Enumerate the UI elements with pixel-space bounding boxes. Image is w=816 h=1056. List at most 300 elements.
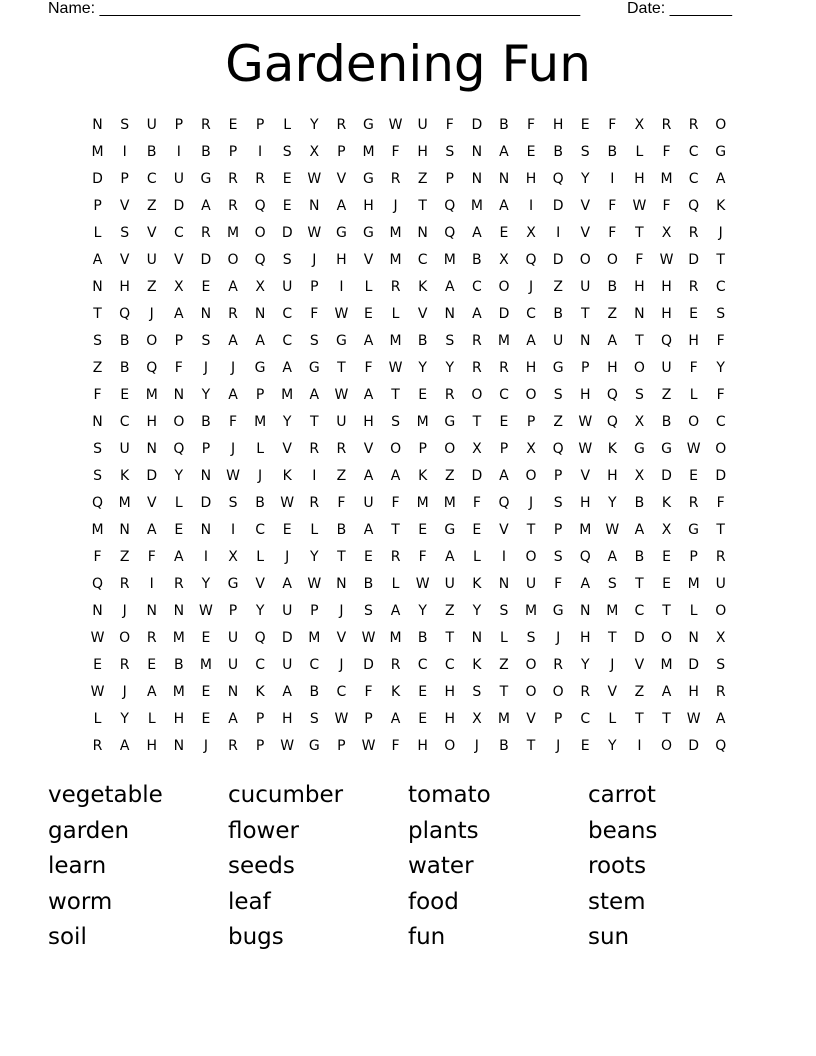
grid-letter: W	[334, 710, 349, 727]
grid-letter: C	[444, 656, 455, 673]
grid-letter: O	[715, 116, 727, 133]
grid-letter: O	[715, 440, 727, 457]
grid-letter: R	[146, 629, 157, 646]
grid-letter: A	[390, 602, 401, 619]
grid-letter: T	[526, 737, 536, 754]
grid-letter: P	[255, 116, 265, 133]
grid-letter: U	[715, 575, 726, 592]
grid-letter: L	[283, 116, 292, 133]
grid-letter: D	[200, 494, 212, 511]
grid-letter: V	[174, 251, 184, 268]
grid-letter: H	[661, 278, 672, 295]
grid-letter: A	[174, 305, 184, 322]
grid-letter: A	[472, 224, 482, 241]
grid-letter: X	[472, 710, 482, 727]
grid-letter: H	[579, 494, 591, 511]
word-list-item: sun	[588, 924, 630, 950]
grid-letter: A	[715, 710, 726, 727]
grid-letter: A	[526, 332, 536, 349]
grid-letter: T	[391, 521, 400, 538]
grid-letter: F	[635, 251, 644, 268]
grid-letter: B	[336, 521, 347, 538]
grid-letter: P	[581, 359, 590, 376]
grid-letter: F	[554, 575, 563, 592]
grid-letter: L	[689, 602, 698, 619]
grid-letter: E	[364, 305, 373, 322]
grid-letter: R	[119, 656, 130, 673]
grid-letter: O	[579, 251, 591, 268]
grid-letter: A	[499, 467, 509, 484]
grid-letter: B	[309, 683, 320, 700]
grid-letter: E	[580, 737, 590, 754]
grid-letter: M	[362, 143, 375, 160]
grid-letter: D	[552, 251, 564, 268]
grid-letter: U	[363, 494, 374, 511]
grid-letter: G	[335, 332, 347, 349]
grid-letter: F	[608, 197, 617, 214]
grid-letter: P	[174, 332, 184, 349]
grid-letter: Y	[580, 656, 590, 673]
grid-letter: E	[526, 143, 536, 160]
grid-letter: L	[93, 224, 102, 241]
grid-letter: F	[147, 548, 156, 565]
grid-letter: N	[92, 278, 103, 295]
grid-letter: E	[282, 170, 292, 187]
grid-letter: H	[417, 737, 428, 754]
name-field: Name: ______________________________________________________	[48, 0, 581, 17]
grid-letter: Z	[444, 467, 455, 484]
grid-letter: O	[498, 278, 510, 295]
grid-letter: Y	[201, 575, 211, 592]
grid-letter: M	[199, 656, 212, 673]
grid-letter: B	[201, 143, 211, 160]
grid-letter: N	[173, 602, 185, 619]
grid-letter: A	[363, 386, 374, 403]
grid-letter: N	[309, 197, 320, 214]
grid-letter: H	[688, 332, 699, 349]
grid-letter: A	[174, 548, 184, 565]
grid-letter: Z	[661, 386, 672, 403]
grid-letter: Y	[310, 116, 319, 133]
grid-letter: J	[718, 224, 723, 241]
grid-letter: J	[285, 548, 290, 565]
grid-letter: S	[553, 548, 563, 565]
grid-letter: B	[255, 494, 265, 511]
grid-letter: X	[309, 143, 320, 160]
grid-letter: G	[661, 440, 672, 457]
grid-letter: G	[363, 170, 374, 187]
grid-letter: U	[282, 656, 293, 673]
grid-letter: D	[498, 305, 510, 322]
grid-letter: H	[552, 116, 564, 133]
grid-letter: N	[227, 683, 239, 700]
word-list-item: leaf	[228, 888, 271, 915]
grid-letter: P	[553, 521, 563, 538]
grid-letter: X	[228, 548, 238, 565]
grid-letter: D	[173, 197, 185, 214]
grid-letter: N	[634, 305, 645, 322]
grid-letter: S	[282, 251, 292, 268]
grid-letter: R	[580, 683, 591, 700]
grid-letter: M	[172, 683, 185, 700]
grid-letter: B	[499, 116, 509, 133]
grid-letter: P	[255, 386, 265, 403]
grid-letter: V	[417, 305, 428, 322]
grid-letter: Y	[445, 359, 455, 376]
grid-letter: F	[93, 548, 102, 565]
grid-letter: R	[661, 116, 672, 133]
grid-letter: D	[200, 251, 212, 268]
grid-letter: E	[418, 710, 428, 727]
grid-letter: Q	[498, 494, 510, 511]
grid-letter: M	[91, 143, 104, 160]
grid-letter: A	[336, 197, 347, 214]
grid-letter: L	[635, 143, 644, 160]
grid-letter: R	[336, 440, 347, 457]
grid-letter: A	[607, 548, 618, 565]
grid-letter: M	[660, 656, 673, 673]
grid-letter: O	[390, 440, 402, 457]
grid-letter: R	[228, 737, 238, 754]
grid-letter: F	[391, 143, 400, 160]
grid-letter: J	[528, 278, 534, 295]
grid-letter: A	[363, 467, 374, 484]
grid-letter: E	[174, 521, 184, 538]
grid-letter: Z	[444, 602, 455, 619]
grid-letter: J	[556, 737, 561, 754]
grid-letter: X	[499, 251, 509, 268]
grid-letter: G	[335, 224, 347, 241]
grid-letter: B	[119, 359, 130, 376]
grid-letter: O	[525, 386, 537, 403]
grid-letter: J	[312, 251, 317, 268]
grid-letter: D	[281, 224, 293, 241]
grid-letter: E	[499, 413, 509, 430]
grid-letter: I	[610, 170, 615, 187]
grid-letter: N	[200, 467, 212, 484]
grid-letter: S	[472, 683, 482, 700]
grid-letter: H	[607, 467, 618, 484]
grid-letter: E	[93, 656, 102, 673]
grid-letter: S	[228, 494, 238, 511]
word-list-item: worm	[48, 888, 113, 915]
grid-letter: R	[228, 305, 238, 322]
grid-letter: X	[634, 413, 645, 430]
grid-letter: P	[418, 440, 427, 457]
grid-letter: W	[415, 575, 430, 592]
grid-letter: N	[498, 575, 510, 592]
grid-letter: M	[145, 386, 158, 403]
grid-letter: O	[254, 224, 266, 241]
grid-letter: C	[309, 656, 320, 673]
grid-letter: Q	[254, 629, 266, 646]
grid-letter: K	[607, 440, 617, 457]
word-list-item: seeds	[228, 853, 295, 879]
grid-letter: W	[199, 602, 213, 619]
grid-letter: Y	[201, 386, 211, 403]
grid-letter: F	[472, 494, 481, 511]
grid-letter: N	[688, 629, 699, 646]
grid-letter: A	[146, 521, 157, 538]
grid-letter: W	[578, 440, 593, 457]
grid-letter: F	[527, 116, 536, 133]
grid-letter: S	[282, 143, 292, 160]
grid-letter: E	[147, 656, 157, 673]
grid-letter: Z	[146, 197, 157, 214]
grid-letter: B	[634, 494, 645, 511]
grid-letter: V	[580, 224, 591, 241]
grid-letter: K	[255, 683, 265, 700]
grid-letter: R	[390, 656, 401, 673]
grid-letter: Q	[606, 413, 618, 430]
grid-letter: X	[661, 224, 672, 241]
grid-letter: A	[499, 143, 509, 160]
grid-letter: V	[336, 629, 347, 646]
grid-letter: X	[174, 278, 184, 295]
grid-letter: N	[254, 305, 266, 322]
grid-letter: S	[391, 413, 401, 430]
grid-letter: J	[610, 656, 615, 673]
grid-letter: D	[715, 467, 727, 484]
grid-letter: E	[364, 548, 373, 565]
grid-letter: L	[500, 629, 508, 646]
grid-letter: L	[391, 305, 400, 322]
grid-letter: H	[579, 629, 591, 646]
grid-letter: B	[607, 143, 618, 160]
grid-letter: P	[201, 440, 211, 457]
grid-letter: F	[310, 305, 319, 322]
grid-letter: R	[390, 278, 401, 295]
grid-letter: E	[662, 548, 671, 565]
grid-letter: K	[418, 467, 428, 484]
grid-letter: V	[499, 521, 509, 538]
grid-letter: C	[715, 413, 726, 430]
grid-letter: A	[715, 170, 726, 187]
grid-letter: R	[255, 170, 265, 187]
grid-letter: D	[281, 629, 293, 646]
grid-letter: U	[173, 170, 184, 187]
grid-letter: P	[255, 737, 265, 754]
grid-letter: S	[607, 575, 617, 592]
grid-letter: U	[553, 332, 564, 349]
grid-letter: Z	[119, 548, 130, 565]
grid-letter: E	[418, 386, 428, 403]
grid-letter: Y	[282, 413, 292, 430]
grid-letter: C	[255, 656, 265, 673]
grid-letter: D	[634, 629, 645, 646]
grid-letter: N	[146, 440, 157, 457]
grid-letter: Q	[444, 224, 456, 241]
grid-letter: N	[498, 170, 510, 187]
grid-letter: S	[364, 602, 373, 619]
grid-letter: C	[119, 413, 130, 430]
grid-letter: T	[635, 575, 644, 592]
grid-letter: K	[120, 467, 130, 484]
grid-letter: P	[337, 737, 346, 754]
grid-letter: Q	[254, 251, 266, 268]
grid-letter: U	[580, 278, 591, 295]
grid-letter: H	[417, 143, 428, 160]
grid-letter: T	[662, 710, 671, 727]
grid-letter: D	[688, 737, 699, 754]
grid-letter: W	[90, 683, 105, 700]
grid-letter: O	[633, 359, 645, 376]
grid-letter: F	[337, 494, 346, 511]
grid-letter: A	[499, 197, 509, 214]
grid-letter: M	[118, 494, 131, 511]
grid-letter: G	[715, 143, 727, 160]
grid-letter: U	[227, 629, 239, 646]
grid-letter: F	[364, 359, 373, 376]
grid-letter: Z	[499, 656, 509, 673]
grid-letter: R	[228, 197, 238, 214]
grid-letter: M	[389, 251, 402, 268]
grid-letter: W	[280, 494, 295, 511]
grid-letter: L	[608, 710, 617, 727]
header-fields	[48, 0, 748, 20]
grid-letter: N	[200, 521, 212, 538]
grid-letter: N	[471, 170, 483, 187]
grid-letter: Z	[336, 467, 347, 484]
grid-letter: G	[227, 575, 239, 592]
grid-letter: T	[716, 521, 725, 538]
grid-letter: U	[282, 278, 293, 295]
grid-letter: B	[146, 143, 157, 160]
grid-letter: U	[282, 602, 293, 619]
grid-letter: A	[472, 305, 482, 322]
grid-letter: K	[418, 278, 428, 295]
grid-letter: N	[336, 575, 347, 592]
grid-letter: T	[310, 413, 319, 430]
grid-letter: H	[119, 278, 130, 295]
grid-letter: F	[716, 332, 725, 349]
grid-letter: R	[688, 278, 699, 295]
grid-letter: U	[119, 440, 130, 457]
grid-letter: S	[553, 386, 563, 403]
grid-letter: A	[92, 251, 103, 268]
grid-letter: H	[363, 413, 374, 430]
grid-letter: V	[526, 710, 536, 727]
grid-letter: O	[525, 656, 537, 673]
grid-letter: R	[390, 548, 401, 565]
grid-letter: I	[528, 197, 534, 214]
grid-letter: R	[688, 224, 699, 241]
grid-letter: A	[282, 575, 292, 592]
grid-letter: M	[660, 170, 673, 187]
grid-letter: O	[525, 548, 537, 565]
grid-letter: A	[390, 467, 401, 484]
grid-letter: M	[172, 629, 185, 646]
grid-letter: V	[119, 197, 130, 214]
grid-letter: U	[444, 575, 455, 592]
grid-letter: A	[228, 386, 238, 403]
grid-letter: N	[471, 143, 483, 160]
grid-letter: I	[501, 548, 507, 565]
grid-letter: Y	[608, 737, 617, 754]
grid-letter: I	[149, 575, 154, 592]
grid-letter: J	[203, 359, 208, 376]
grid-letter: D	[92, 170, 103, 187]
grid-letter: F	[662, 197, 671, 214]
grid-letter: H	[444, 683, 456, 700]
grid-letter: N	[200, 305, 212, 322]
grid-letter: T	[608, 629, 617, 646]
grid-letter: K	[472, 656, 482, 673]
grid-letter: A	[363, 332, 374, 349]
grid-letter: H	[634, 278, 645, 295]
grid-letter: T	[418, 197, 427, 214]
grid-letter: J	[339, 602, 344, 619]
grid-letter: Q	[92, 575, 104, 592]
grid-letter: F	[228, 413, 238, 430]
grid-letter: T	[337, 548, 346, 565]
grid-letter: W	[334, 305, 349, 322]
grid-letter: A	[607, 332, 618, 349]
grid-letter: C	[282, 332, 293, 349]
grid-letter: K	[661, 494, 672, 511]
grid-letter: H	[146, 737, 157, 754]
grid-letter: V	[580, 197, 591, 214]
grid-letter: A	[390, 710, 401, 727]
grid-letter: F	[445, 116, 454, 133]
grid-letter: D	[552, 197, 564, 214]
grid-letter: W	[90, 629, 105, 646]
grid-letter: L	[689, 386, 698, 403]
grid-letter: I	[312, 467, 317, 484]
grid-letter: U	[417, 116, 428, 133]
grid-letter: O	[661, 629, 673, 646]
grid-letter: C	[688, 170, 699, 187]
grid-letter: I	[258, 143, 263, 160]
grid-letter: M	[497, 710, 510, 727]
grid-letter: S	[716, 305, 726, 322]
grid-letter: F	[364, 683, 373, 700]
grid-letter: G	[688, 521, 700, 538]
grid-letter: P	[120, 170, 129, 187]
grid-letter: B	[634, 548, 645, 565]
grid-letter: H	[661, 305, 672, 322]
grid-letter: G	[308, 737, 320, 754]
grid-letter: K	[472, 575, 482, 592]
word-list-item: soil	[48, 924, 87, 950]
grid-letter: N	[579, 332, 591, 349]
grid-letter: P	[228, 143, 238, 160]
grid-letter: U	[525, 575, 537, 592]
grid-letter: E	[201, 683, 211, 700]
word-list-item: vegetable	[48, 782, 163, 808]
grid-letter: O	[173, 413, 185, 430]
page-title: Gardening Fun	[225, 35, 591, 93]
grid-letter: V	[119, 251, 130, 268]
grid-letter: Q	[579, 548, 591, 565]
grid-letter: W	[388, 116, 403, 133]
grid-letter: H	[525, 170, 537, 187]
grid-letter: W	[307, 575, 322, 592]
grid-letter: G	[552, 359, 564, 376]
word-search-grid	[84, 111, 735, 759]
grid-letter: F	[608, 116, 617, 133]
grid-letter: M	[281, 386, 294, 403]
grid-letter: K	[282, 467, 292, 484]
word-list	[48, 778, 768, 956]
grid-letter: N	[173, 737, 185, 754]
grid-letter: U	[336, 413, 347, 430]
grid-letter: P	[337, 143, 346, 160]
word-list-item: cucumber	[228, 782, 344, 808]
grid-letter: J	[149, 305, 154, 322]
grid-letter: E	[418, 521, 428, 538]
grid-letter: O	[525, 683, 537, 700]
